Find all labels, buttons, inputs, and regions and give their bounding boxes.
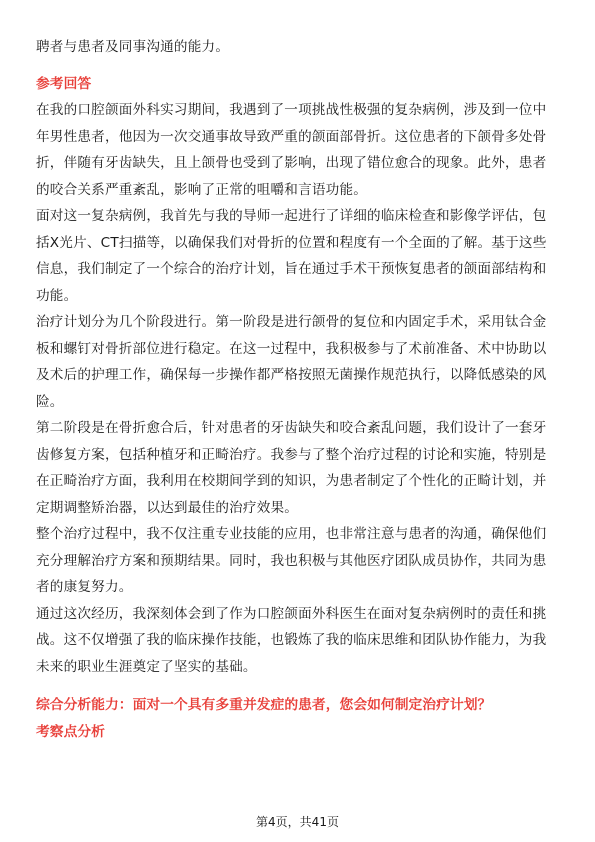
paragraph: 面对这一复杂病例，我首先与我的导师一起进行了详细的临床检查和影像学评估，包括X光片、CT扫描等，以确保我们对骨折的位置和程度有一个全面的了解。基于这些信息，我们制定了一个综合的治疗计划，旨在通过手术干预恢复患者的颌面部结构和功能。 bbox=[36, 208, 547, 304]
question-title: 综合分析能力：面对一个具有多重并发症的患者，您会如何制定治疗计划？ bbox=[36, 697, 492, 713]
intro-line: 聘者与患者及同事沟通的能力。 bbox=[36, 39, 230, 55]
paragraph: 在我的口腔颌面外科实习期间，我遇到了一项挑战性极强的复杂病例，涉及到一位中年男性患者，他因为一次交通事故导致严重的颌面部骨折。这位患者的下颌骨多处骨折，伴随有牙齿缺失，且上颌骨也受到了影响，出现了错位愈合的现象。此外，患者的咬合关系严重紊乱，影响了正常的咀嚼和言语功能。 bbox=[36, 102, 547, 198]
section-title-analysis: 考察点分析 bbox=[36, 723, 105, 740]
paragraph: 第二阶段是在骨折愈合后，针对患者的牙齿缺失和咬合紊乱问题，我们设计了一套牙齿修复方案，包括种植牙和正畸治疗。我参与了整个治疗过程的讨论和实施，特别是在正畸治疗方面，我利用在校期间学到的知识，为患者制定了个性化的正畸计划，并定期调整矫治器，以达到最佳的治疗效果。 bbox=[36, 420, 547, 516]
paragraph: 治疗计划分为几个阶段进行。第一阶段是进行颌骨的复位和内固定手术，采用钛合金板和螺钉对骨折部位进行稳定。在这一过程中，我积极参与了术前准备、术中协助以及术后的护理工作，确保每一步操作都严格按照无菌操作规范执行，以降低感染的风险。 bbox=[36, 314, 547, 410]
section-title-reference-answer: 参考回答 bbox=[36, 75, 92, 92]
document-page bbox=[36, 34, 560, 745]
page-footer: 第4页，共41页 bbox=[256, 815, 339, 829]
paragraph: 通过这次经历，我深刻体会到了作为口腔颌面外科医生在面对复杂病例时的责任和挑战。这不仅增强了我的临床操作技能，也锻炼了我的临床思维和团队协作能力，为我未来的职业生涯奠定了坚实的基础。 bbox=[36, 605, 547, 675]
paragraph: 整个治疗过程中，我不仅注重专业技能的应用，也非常注意与患者的沟通，确保他们充分理解治疗方案和预期结果。同时，我也积极与其他医疗团队成员协作，共同为患者的康复努力。 bbox=[36, 526, 547, 595]
